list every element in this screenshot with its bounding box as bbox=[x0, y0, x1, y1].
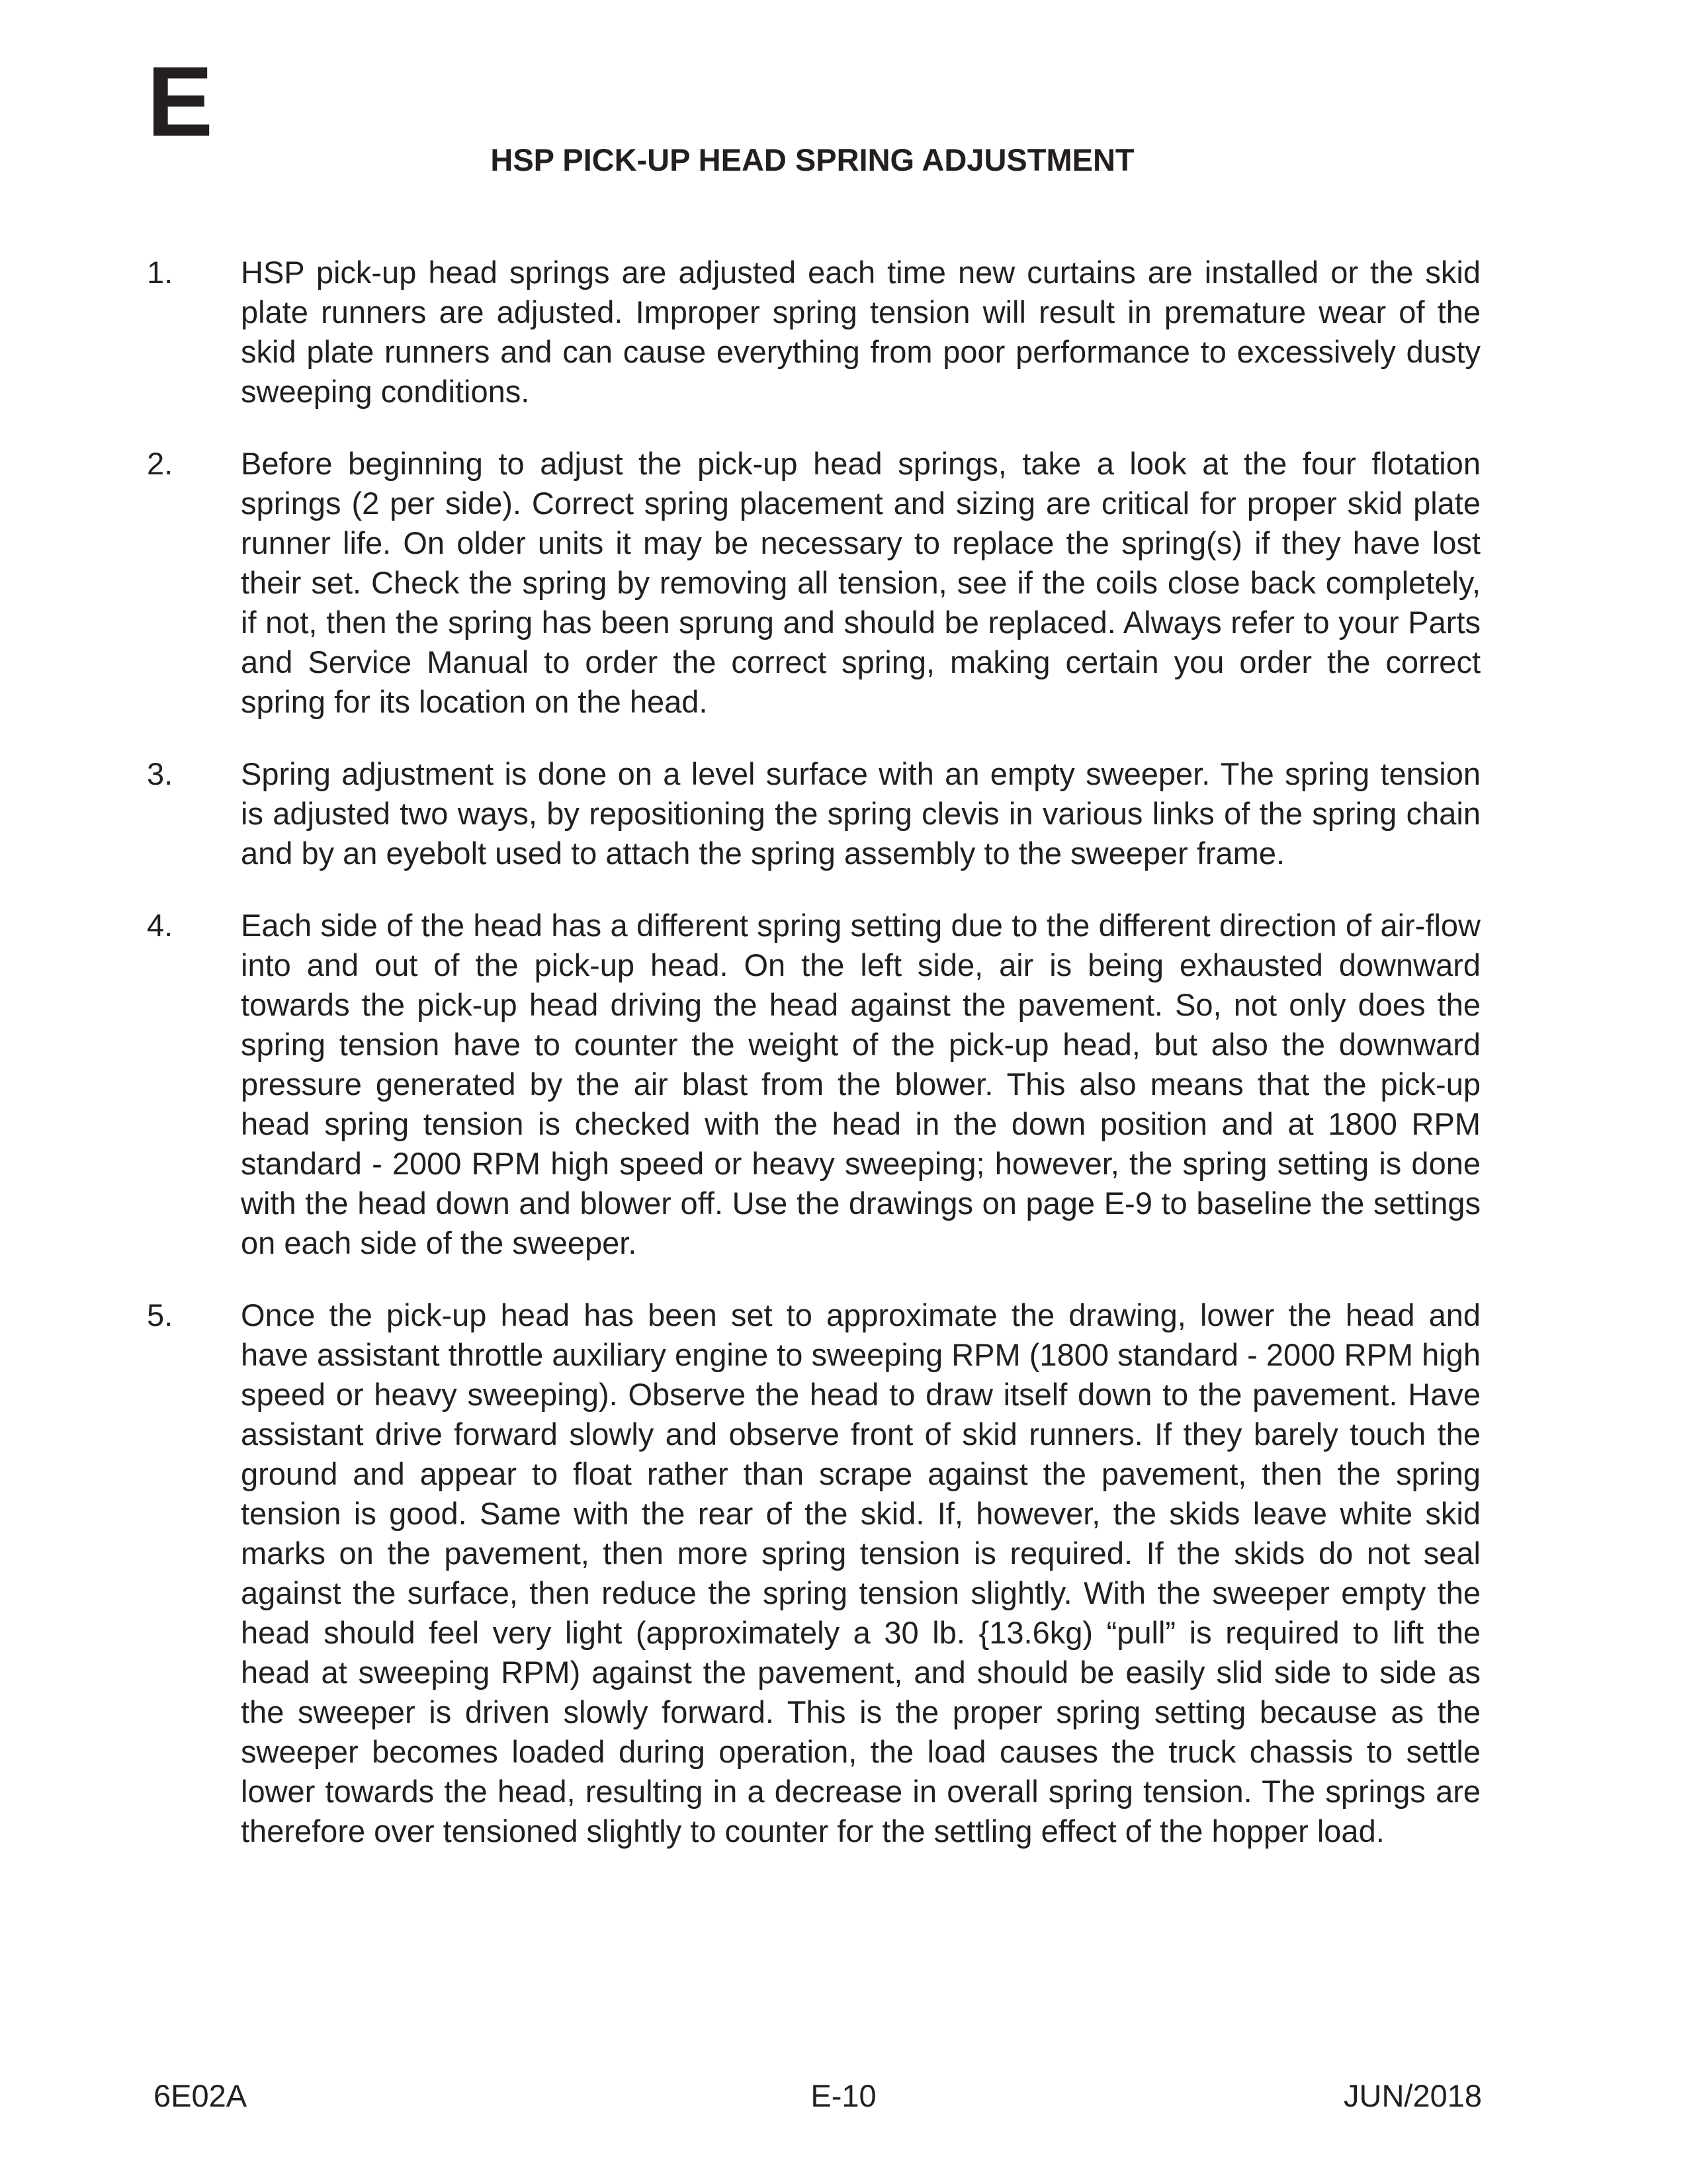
step-number: 4. bbox=[147, 908, 173, 943]
step-text: Spring adjustment is done on a level surface with an empty sweeper. The spring tension is adjusted two ways, by repositioning the spring clevis in various links of the spring chain and by an eyebolt used to attach the spring assembly to the sweeper frame. bbox=[241, 756, 1481, 871]
step-item bbox=[147, 253, 1481, 412]
step-number: 2. bbox=[147, 446, 173, 481]
step-item bbox=[147, 444, 1481, 722]
step-text: HSP pick-up head springs are adjusted each time new curtains are installed or the skid plate runners are adjusted. Improper spring tension will result in premature wear of the skid plate runners and can cause everything from poor performance to excessively dusty sweeping conditions. bbox=[241, 255, 1481, 409]
step-item bbox=[147, 1295, 1481, 1851]
step-text: Before beginning to adjust the pick-up head springs, take a look at the four flotation springs (2 per side). Correct spring placement and sizing are critical for proper skid plate runner life. On older units it may be necessary to replace the spring(s) if they have lost their set. Check the spring by removing all tension, see if the coils close back completely, if not, then the spring has been sprung and should be replaced. Always refer to your Parts and Service Manual to order the correct spring, making certain you order the correct spring for its location on the head. bbox=[241, 446, 1481, 719]
step-number: 1. bbox=[147, 255, 173, 290]
step-text: Once the pick-up head has been set to approximate the drawing, lower the head and have assistant throttle auxiliary engine to sweeping RPM (1800 standard - 2000 RPM high speed or heavy sweeping). Observe the head to draw itself down to the pavement. Have assistant drive forward slowly and observe front of skid runners. If they barely touch the ground and appear to float rather than scrape against the pavement, then the spring tension is good. Same with the rear of the skid. If, however, the skids leave white skid marks on the pavement, then more spring tension is required. If the skids do not seal against the surface, then reduce the spring tension slightly. With the sweeper empty the head should feel very light (approximately a 30 lb. {13.6kg) “pull” is required to lift the head at sweeping RPM) against the pavement, and should be easily slid side to side as the sweeper is driven slowly forward. This is the proper spring setting because as the sweeper becomes loaded during operation, the load causes the truck chassis to settle lower towards the head, resulting in a decrease in overall spring tension. The springs are therefore over tensioned slightly to counter for the settling effect of the hopper load. bbox=[241, 1297, 1481, 1849]
step-item bbox=[147, 754, 1481, 873]
steps-list bbox=[147, 253, 1481, 1884]
step-number: 5. bbox=[147, 1297, 173, 1332]
footer-date: JUN/2018 bbox=[1344, 2078, 1482, 2113]
step-number: 3. bbox=[147, 756, 173, 791]
section-letter: E bbox=[147, 46, 214, 157]
step-text: Each side of the head has a different spring setting due to the different direction of air-flow into and out of the pick-up head. On the left side, air is being exhausted downward towards the pick-up head driving the head against the pavement. So, not only does the spring tension have to counter the weight of the pick-up head, but also the downward pressure generated by the air blast from the blower. This also means that the pick-up head spring tension is checked with the head in the down position and at 1800 RPM standard - 2000 RPM high speed or heavy sweeping; however, the spring setting is done with the head down and blower off. Use the drawings on page E-9 to baseline the settings on each side of the sweeper. bbox=[241, 908, 1481, 1260]
footer-page-number: E-10 bbox=[810, 2078, 877, 2113]
page-title: HSP PICK-UP HEAD SPRING ADJUSTMENT bbox=[490, 142, 1135, 177]
step-item bbox=[147, 906, 1481, 1263]
footer-doc-code: 6E02A bbox=[153, 2078, 247, 2113]
